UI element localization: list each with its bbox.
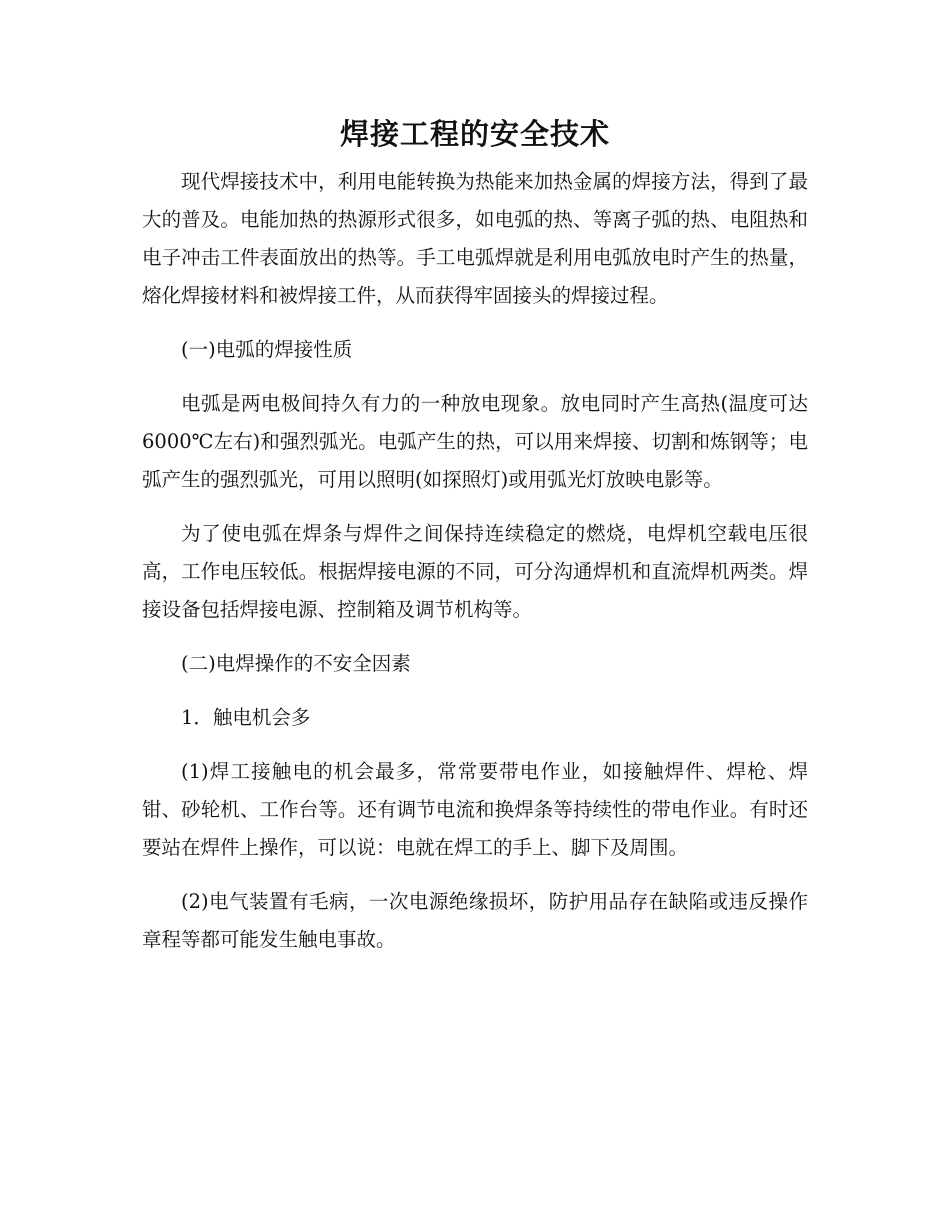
paragraph-intro: 现代焊接技术中，利用电能转换为热能来加热金属的焊接方法，得到了最大的普及。电能加热的热源形式很多，如电弧的热、等离子弧的热、电阻热和电子冲击工件表面放出的热等。手工电弧焊就是利用电弧放电时产生的热量，熔化焊接材料和被焊接工件，从而获得牢固接头的焊接过程。 [142,170,808,307]
paragraph-arc-description: 电弧是两电极间持久有力的一种放电现象。放电同时产生高热(温度可达6000℃左右)和强烈弧光。电弧产生的热，可以用来焊接、切割和炼钢等；电弧产生的强烈弧光，可用以照明(如探照灯)或用弧光灯放映电影等。 [142,392,808,491]
subsection-heading-electric-shock: 1．触电机会多 [181,706,311,729]
document-body [142,163,808,975]
paragraph-shock-item-1: (1)焊工接触电的机会最多，常常要带电作业，如接触焊件、焊枪、焊钳、砂轮机、工作台等。还有调节电流和换焊条等持续性的带电作业。有时还要站在焊件上操作，可以说：电就在焊工的手上、脚下及周围。 [142,760,808,859]
document-title: 焊接工程的安全技术 [339,117,610,151]
paragraph-welding-machine: 为了使电弧在焊条与焊件之间保持连续稳定的燃烧，电焊机空载电压很高，工作电压较低。根据焊接电源的不同，可分沟通焊机和直流焊机两类。焊接设备包括焊接电源、控制箱及调节机构等。 [142,522,808,621]
section-heading-arc-properties: (一)电弧的焊接性质 [181,338,353,361]
section-heading-unsafe-factors: (二)电焊操作的不安全因素 [181,652,411,675]
paragraph-shock-item-2: (2)电气装置有毛病，一次电源绝缘损坏，防护用品存在缺陷或违反操作章程等都可能发生触电事故。 [142,890,808,951]
